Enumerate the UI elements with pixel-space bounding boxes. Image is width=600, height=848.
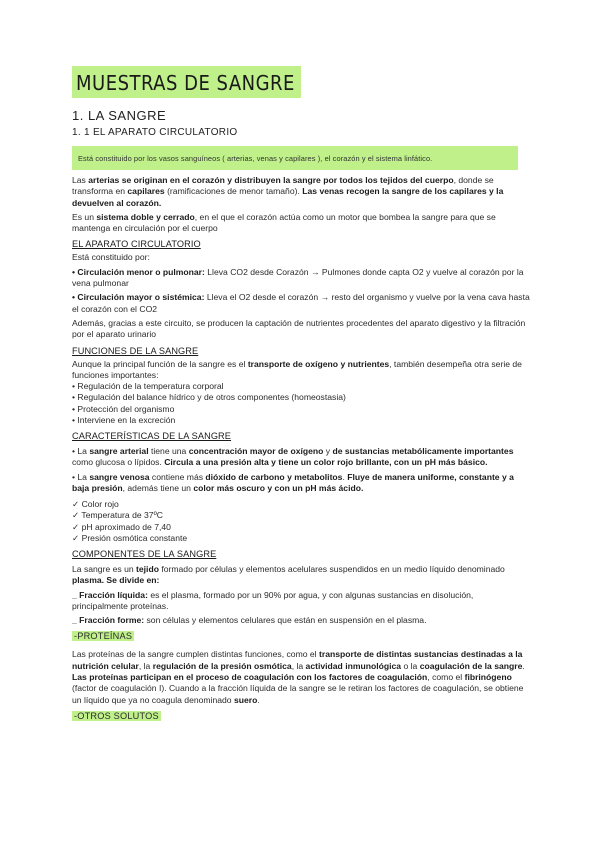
section-heading-highlighted: -OTROS SOLUTOS — [74, 710, 159, 721]
bold-text: Circula a una presión alta y tiene un color rojo brillante, con un pH más básico. — [164, 457, 488, 468]
bold-text: suero — [233, 694, 258, 705]
paragraph — [72, 472, 530, 495]
paragraph — [72, 318, 530, 341]
bold-text: concentración mayor de oxígeno — [188, 445, 324, 456]
checklist-item: ✓ Temperatura de 37ºC — [72, 510, 163, 521]
text-run: o la — [401, 660, 420, 671]
bold-text: arterias se originan en el corazón y distribuyen la sangre por todos los tejidos del cuerpo — [88, 175, 454, 185]
paragraph — [72, 649, 530, 672]
bold-text: transporte de distintas sustancias destinadas a la nutrición celular — [72, 649, 523, 671]
text-run: , la — [138, 660, 153, 671]
checklist-item: ✓ Color rojo — [72, 499, 119, 510]
paragraph — [72, 267, 530, 290]
text-run: y — [323, 445, 333, 456]
text-run: (ramificaciones de menor tamaño). — [164, 186, 303, 197]
text-run: Lleva el O2 desde el corazón → resto del organismo y vuelve por la vena cava hasta el corazón con el CO2 — [72, 292, 530, 314]
bold-text: coagulación de la sangre — [419, 660, 523, 671]
text-run: . — [342, 471, 348, 482]
text-run: . — [522, 660, 525, 671]
heading-aparato-circulatorio: 1. 1 EL APARATO CIRCULATORIO — [72, 127, 238, 138]
section-heading: COMPONENTES DE LA SANGRE — [72, 548, 217, 559]
text-run: Es un — [72, 211, 97, 222]
text-run: Las proteínas de la sangre cumplen distintas funciones, como el — [72, 649, 319, 660]
bold-text: transporte de oxígeno y nutrientes — [247, 358, 390, 369]
paragraph — [72, 212, 530, 235]
text-run: , en el que el corazón actúa como un motor que bombea la sangre para que se mantenga en circulación por el cuerpo — [72, 211, 496, 234]
paragraph: Está constituido por: — [72, 252, 150, 263]
bold-text: _ Fracción forme: — [72, 615, 145, 626]
paragraph — [72, 564, 530, 587]
bold-text: fibrinógeno — [464, 672, 512, 683]
text-run: Aunque la principal función de la sangre es el — [72, 358, 248, 369]
bold-text: sangre arterial — [89, 445, 149, 456]
text-run: , como el — [427, 672, 465, 683]
text-run: Lleva CO2 desde Corazón → Pulmones donde capta O2 y vuelve al corazón por la vena pulmonar — [72, 266, 524, 289]
bold-text: regulación de la presión osmótica — [152, 660, 292, 671]
checklist — [72, 499, 530, 544]
paragraph — [72, 175, 530, 209]
text-run: Además, gracias a este circuito, se producen la captación de nutrientes procedentes del aparato digestivo y la filtración por el aparato urinario — [72, 317, 526, 340]
bold-text: actividad inmunológica — [305, 660, 402, 671]
list-item: • Protección del organismo — [72, 403, 175, 414]
highlight-callout: Está constituido por los vasos sanguíneos ( arterias, venas y capilares ), el corazón y el sistema linfático. — [72, 146, 518, 170]
paragraph — [72, 359, 530, 382]
text-run: , también desempeña otra serie de funciones importantes: — [72, 358, 522, 380]
bold-text: • Circulación mayor o sistémica: — [72, 292, 205, 303]
paragraph — [72, 446, 530, 469]
text-run: como glucosa o lípidos. — [72, 457, 165, 468]
checklist-item: ✓ Presión osmótica constante — [72, 532, 188, 543]
heading-la-sangre: 1. LA SANGRE — [72, 108, 167, 123]
section-heading: CARACTERÍSTICAS DE LA SANGRE — [72, 430, 232, 441]
functions-list — [72, 381, 530, 426]
document-page — [72, 66, 530, 724]
bold-text: sangre venosa — [89, 471, 150, 482]
bold-text: color más oscuro y con un pH más ácido. — [193, 482, 364, 493]
bold-text: plasma. Se divide en: — [72, 575, 160, 586]
paragraph — [72, 615, 530, 626]
text-run: • La — [72, 471, 90, 482]
section-heading: EL APARATO CIRCULATORIO — [72, 239, 201, 250]
checklist-item: ✓ pH aproximado de 7,40 — [72, 521, 171, 532]
bold-text: capilares — [127, 186, 165, 197]
bold-text: _ Fracción líquida: — [72, 589, 148, 600]
bold-text: Las venas recogen la sangre de los capilares y la devuelven al corazón. — [72, 186, 504, 208]
bold-text: tejido — [136, 563, 159, 574]
text-run: son células y elementos celulares que están en suspensión en el plasma. — [144, 615, 427, 626]
list-item: • Regulación del balance hídrico y de otros componentes (homeostasia) — [72, 392, 346, 403]
section-heading: FUNCIONES DE LA SANGRE — [72, 345, 199, 356]
paragraph — [72, 590, 530, 613]
bold-text: de sustancias metabólicamente importantes — [332, 445, 514, 456]
text-run: es el plasma, formado por un 90% por agua, y con algunas sustancias en disolución, principalmente proteínas. — [72, 589, 474, 611]
text-run: formado por células y elementos acelulares suspendidos en un medio líquido denominado — [158, 563, 505, 574]
page-title: MUESTRAS DE SANGRE — [72, 66, 301, 98]
text-run: , además tiene un — [122, 482, 194, 493]
intro-paragraphs — [72, 175, 530, 234]
list-item: • Interviene en la excreción — [72, 414, 176, 425]
text-run: (factor de coagulación I). Cuando a la fracción líquida de la sangre se le retiran los factores de coagulación, se obtiene un líquido que ya no coagula denominado — [72, 683, 524, 705]
section-heading-highlighted: -PROTEÍNAS — [74, 631, 133, 642]
text-run: . — [257, 694, 260, 705]
bold-text: Las proteínas participan en el proceso de coagulación con los factores de coagulación — [72, 672, 428, 683]
paragraph — [72, 292, 530, 315]
bold-text: Fluye de manera uniforme, constante y a baja presión — [72, 471, 514, 493]
text-run: Las — [72, 175, 89, 185]
text-run: , la — [291, 660, 306, 671]
bold-text: sistema doble y cerrado — [96, 211, 195, 222]
text-run: , donde se transforma en — [72, 175, 494, 197]
text-run: La sangre es un — [72, 563, 137, 574]
text-run: • La — [72, 445, 90, 456]
bold-text: dióxido de carbono y metabolitos — [205, 471, 343, 482]
text-run: tiene una — [148, 445, 189, 456]
paragraph — [72, 672, 530, 706]
list-item: • Regulación de la temperatura corporal — [72, 381, 224, 392]
text-run: contiene más — [149, 471, 206, 482]
bold-text: • Circulación menor o pulmonar: — [72, 266, 205, 277]
